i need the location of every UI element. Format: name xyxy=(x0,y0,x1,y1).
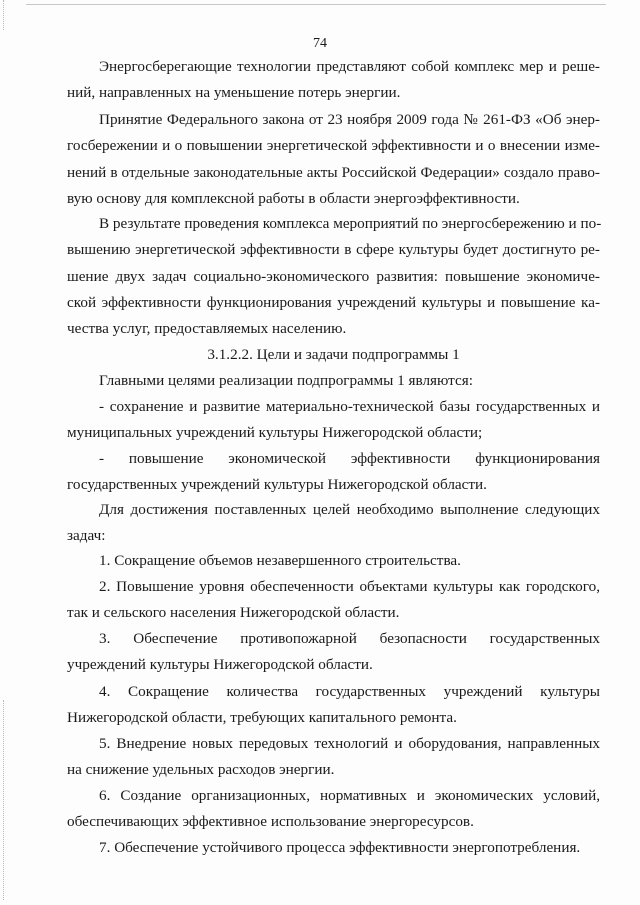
paragraph-line: 5. Внедрение новых передовых технологий и оборудования, направленных xyxy=(99,735,600,752)
section-heading xyxy=(67,342,600,368)
page-number: 74 xyxy=(313,36,327,51)
task-item xyxy=(67,783,600,836)
section-heading-text: 3.1.2.2. Цели и задачи подпрограммы 1 xyxy=(207,346,460,363)
paragraph-results xyxy=(67,211,600,342)
scan-left-edge-mark xyxy=(3,0,4,30)
paragraph-line: нений в отдельные законодательные акты Российской Федерации» создало право- xyxy=(67,163,600,181)
scan-left-edge-mark xyxy=(3,700,4,900)
goals-intro xyxy=(67,368,600,394)
paragraph-line: шение двух задач социально-экономического развития: повышение экономиче- xyxy=(67,267,600,285)
paragraph-line: - сохранение и развитие материально-технической базы государственных и xyxy=(99,398,600,415)
tasks-intro xyxy=(67,497,600,550)
paragraph-line: государственных учреждений культуры Нижегородской области. xyxy=(67,476,487,494)
paragraph-line: задач: xyxy=(67,527,106,545)
paragraph-line: 6. Создание организационных, нормативных и экономических условий, xyxy=(99,787,600,804)
paragraph-line: Главными целями реализации подпрограммы 1 являются: xyxy=(99,372,473,389)
paragraph-line: вышению энергетической эффективности в сфере культуры будет достигнуто ре- xyxy=(67,241,600,259)
task-item xyxy=(67,731,600,784)
task-item xyxy=(67,835,600,861)
paragraph-line: 2. Повышение уровня обеспеченности объектами культуры как городского, xyxy=(99,578,600,595)
goal-item xyxy=(67,446,600,499)
paragraph-line: вую основу для комплексной работы в области энергоэффективности. xyxy=(67,189,520,207)
paragraph-line: ской эффективности функционирования учреждений культуры и повышение ка- xyxy=(67,293,600,311)
paragraph-line: В результате проведения комплекса мероприятий по энергосбережению и по- xyxy=(99,215,602,232)
paragraph-line: Энергосберегающие технологии представляют собой комплекс мер и реше- xyxy=(99,58,600,75)
goal-item xyxy=(67,394,600,447)
scan-top-edge xyxy=(26,4,606,5)
paragraph-line: Для достижения поставленных целей необходимо выполнение следующих xyxy=(99,501,600,518)
paragraph-line: учреждений культуры Нижегородской области. xyxy=(67,656,373,674)
paragraph-line: 7. Обеспечение устойчивого процесса эффективности энергопотребления. xyxy=(99,839,581,856)
paragraph-federal-law xyxy=(67,107,600,212)
paragraph-line: 4. Сокращение количества государственных учреждений культуры xyxy=(99,683,600,700)
paragraph-line: 1. Сокращение объемов незавершенного строительства. xyxy=(99,552,461,569)
paragraph-line: госбережении и о повышении энергетической эффективности и о внесении изме- xyxy=(67,137,600,155)
task-item xyxy=(67,626,600,679)
paragraph-energy-saving-definition xyxy=(67,54,600,107)
paragraph-line: на снижение удельных расходов энергии. xyxy=(67,761,335,779)
paragraph-line: - повышение экономической эффективности функционирования xyxy=(99,450,600,467)
paragraph-line: 3. Обеспечение противопожарной безопасности государственных xyxy=(99,630,600,647)
paragraph-line: Нижегородской области, требующих капитального ремонта. xyxy=(67,709,457,727)
task-item xyxy=(67,679,600,732)
paragraph-line: Принятие Федерального закона от 23 ноября 2009 года № 261-ФЗ «Об энер- xyxy=(99,111,600,128)
paragraph-line: муниципальных учреждений культуры Нижегородской области; xyxy=(67,424,483,442)
paragraph-line: так и сельского населения Нижегородской области. xyxy=(67,604,400,622)
task-item xyxy=(67,574,600,627)
task-item xyxy=(67,548,600,574)
paragraph-line: обеспечивающих эффективное использование энергоресурсов. xyxy=(67,813,474,831)
paragraph-line: ний, направленных на уменьшение потерь энергии. xyxy=(67,84,401,102)
paragraph-line: чества услуг, предоставляемых населению. xyxy=(67,320,347,338)
